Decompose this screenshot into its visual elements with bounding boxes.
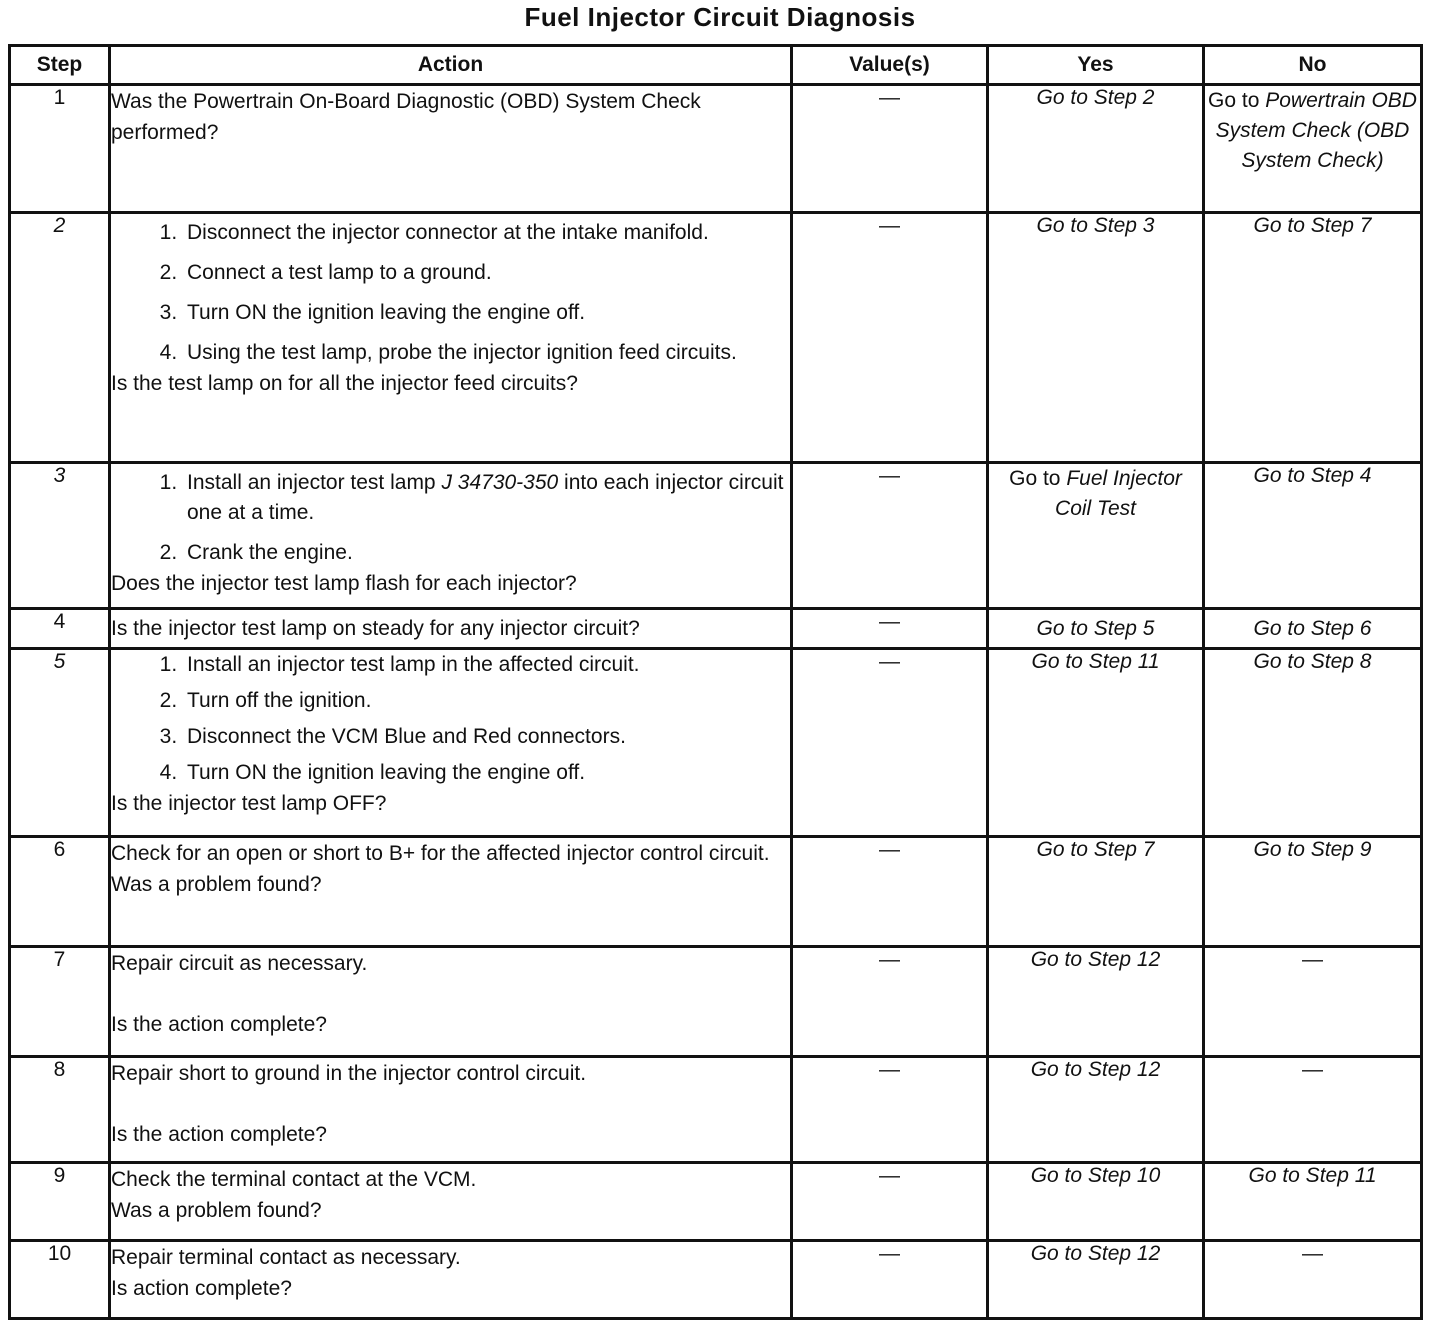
value-cell: — bbox=[792, 1057, 988, 1163]
no-cell[interactable]: Go to Step 11 bbox=[1204, 1163, 1422, 1241]
step-number: 6 bbox=[10, 837, 110, 947]
action-question: Is the test lamp on for all the injector feed circuits? bbox=[111, 372, 578, 395]
action-text: Repair short to ground in the injector control circuit. bbox=[111, 1062, 587, 1085]
step-number: 10 bbox=[10, 1241, 110, 1319]
action-question: Is the injector test lamp OFF? bbox=[111, 792, 387, 815]
value-cell: — bbox=[792, 947, 988, 1057]
no-cell: — bbox=[1204, 1241, 1422, 1319]
table-row bbox=[10, 1057, 1422, 1163]
table-row bbox=[10, 1163, 1422, 1241]
table-header-row bbox=[10, 46, 1422, 85]
header-step: Step bbox=[10, 46, 110, 85]
action-list bbox=[111, 468, 790, 568]
header-action: Action bbox=[110, 46, 792, 85]
list-item: 1. Disconnect the injector connector at the intake manifold. bbox=[183, 218, 790, 248]
value-cell: — bbox=[792, 85, 988, 213]
table-row bbox=[10, 947, 1422, 1057]
table-row bbox=[10, 85, 1422, 213]
step-number: 4 bbox=[10, 609, 110, 649]
list-item: 3. Disconnect the VCM Blue and Red connectors. bbox=[183, 722, 790, 752]
header-values: Value(s) bbox=[792, 46, 988, 85]
action-question: Is the action complete? bbox=[111, 1013, 327, 1036]
value-cell: — bbox=[792, 837, 988, 947]
tool-number: J 34730-350 bbox=[441, 471, 559, 494]
table-row bbox=[10, 1241, 1422, 1319]
no-cell[interactable]: Go to Step 8 bbox=[1204, 649, 1422, 837]
header-no: No bbox=[1204, 46, 1422, 85]
value-cell: — bbox=[792, 1241, 988, 1319]
action-cell bbox=[110, 463, 792, 609]
yes-cell[interactable]: Go to Step 3 bbox=[988, 213, 1204, 463]
action-cell bbox=[110, 837, 792, 947]
no-cell[interactable]: Go to Step 9 bbox=[1204, 837, 1422, 947]
step-number: 8 bbox=[10, 1057, 110, 1163]
header-yes: Yes bbox=[988, 46, 1204, 85]
step-number: 1 bbox=[10, 85, 110, 213]
list-item: 2. Crank the engine. bbox=[183, 538, 790, 568]
value-cell: — bbox=[792, 649, 988, 837]
no-prefix: Go to bbox=[1208, 89, 1266, 112]
action-text: Was the Powertrain On-Board Diagnostic (OBD) System Check performed? bbox=[111, 90, 701, 144]
yes-cell[interactable]: Go to Step 12 bbox=[988, 1057, 1204, 1163]
list-item: 2. Turn off the ignition. bbox=[183, 686, 790, 716]
action-list bbox=[111, 218, 790, 368]
action-cell bbox=[110, 1057, 792, 1163]
action-cell bbox=[110, 947, 792, 1057]
no-cell[interactable]: Go to Step 6 bbox=[1204, 609, 1422, 649]
yes-link[interactable]: Fuel Injector Coil Test bbox=[1055, 467, 1182, 520]
no-cell[interactable]: Go to Step 7 bbox=[1204, 213, 1422, 463]
page-title: Fuel Injector Circuit Diagnosis bbox=[524, 2, 916, 32]
action-question: Is the action complete? bbox=[111, 1123, 327, 1146]
action-question: Was a problem found? bbox=[111, 1199, 322, 1222]
step-number: 2 bbox=[10, 213, 110, 463]
table-row bbox=[10, 213, 1422, 463]
action-cell bbox=[110, 609, 792, 649]
table-row bbox=[10, 463, 1422, 609]
list-item: 4. Using the test lamp, probe the injector ignition feed circuits. bbox=[183, 338, 790, 368]
action-cell bbox=[110, 213, 792, 463]
diagnosis-table bbox=[8, 44, 1423, 1320]
no-link[interactable]: Powertrain OBD System Check (OBD System Check) bbox=[1215, 89, 1417, 172]
action-cell bbox=[110, 649, 792, 837]
action-text: Check for an open or short to B+ for the affected injector control circuit. bbox=[111, 842, 770, 865]
action-text: Repair terminal contact as necessary. bbox=[111, 1246, 461, 1269]
table-row bbox=[10, 609, 1422, 649]
action-cell bbox=[110, 1163, 792, 1241]
yes-prefix: Go to bbox=[1009, 467, 1067, 490]
action-question: Was a problem found? bbox=[111, 873, 322, 896]
action-question: Is action complete? bbox=[111, 1277, 292, 1300]
step-number: 9 bbox=[10, 1163, 110, 1241]
step-number: 7 bbox=[10, 947, 110, 1057]
yes-cell[interactable]: Go to Step 5 bbox=[988, 609, 1204, 649]
no-cell[interactable] bbox=[1204, 85, 1422, 213]
action-text: Repair circuit as necessary. bbox=[111, 952, 368, 975]
no-cell: — bbox=[1204, 1057, 1422, 1163]
table-row bbox=[10, 837, 1422, 947]
action-cell bbox=[110, 85, 792, 213]
action-text: Check the terminal contact at the VCM. bbox=[111, 1168, 477, 1191]
no-cell[interactable]: Go to Step 4 bbox=[1204, 463, 1422, 609]
value-cell: — bbox=[792, 609, 988, 649]
yes-cell[interactable]: Go to Step 2 bbox=[988, 85, 1204, 213]
list-item: 1. Install an injector test lamp J 34730-350 into each injector circuit one at a time. bbox=[183, 468, 790, 528]
value-cell: — bbox=[792, 1163, 988, 1241]
list-item: 3. Turn ON the ignition leaving the engine off. bbox=[183, 298, 790, 328]
list-item: 2. Connect a test lamp to a ground. bbox=[183, 258, 790, 288]
action-question: Is the injector test lamp on steady for any injector circuit? bbox=[111, 616, 640, 640]
yes-cell[interactable]: Go to Step 7 bbox=[988, 837, 1204, 947]
no-cell: — bbox=[1204, 947, 1422, 1057]
step-number: 5 bbox=[10, 649, 110, 837]
step-number: 3 bbox=[10, 463, 110, 609]
yes-cell[interactable]: Go to Step 12 bbox=[988, 947, 1204, 1057]
yes-cell[interactable]: Go to Step 12 bbox=[988, 1241, 1204, 1319]
value-cell: — bbox=[792, 463, 988, 609]
list-item: 1. Install an injector test lamp in the affected circuit. bbox=[183, 650, 790, 680]
yes-cell[interactable]: Go to Step 10 bbox=[988, 1163, 1204, 1241]
action-question: Does the injector test lamp flash for each injector? bbox=[111, 572, 577, 595]
action-cell bbox=[110, 1241, 792, 1319]
list-item: 4. Turn ON the ignition leaving the engine off. bbox=[183, 758, 790, 788]
yes-cell[interactable] bbox=[988, 463, 1204, 609]
action-list bbox=[111, 650, 790, 788]
yes-cell[interactable]: Go to Step 11 bbox=[988, 649, 1204, 837]
table-row bbox=[10, 649, 1422, 837]
value-cell: — bbox=[792, 213, 988, 463]
